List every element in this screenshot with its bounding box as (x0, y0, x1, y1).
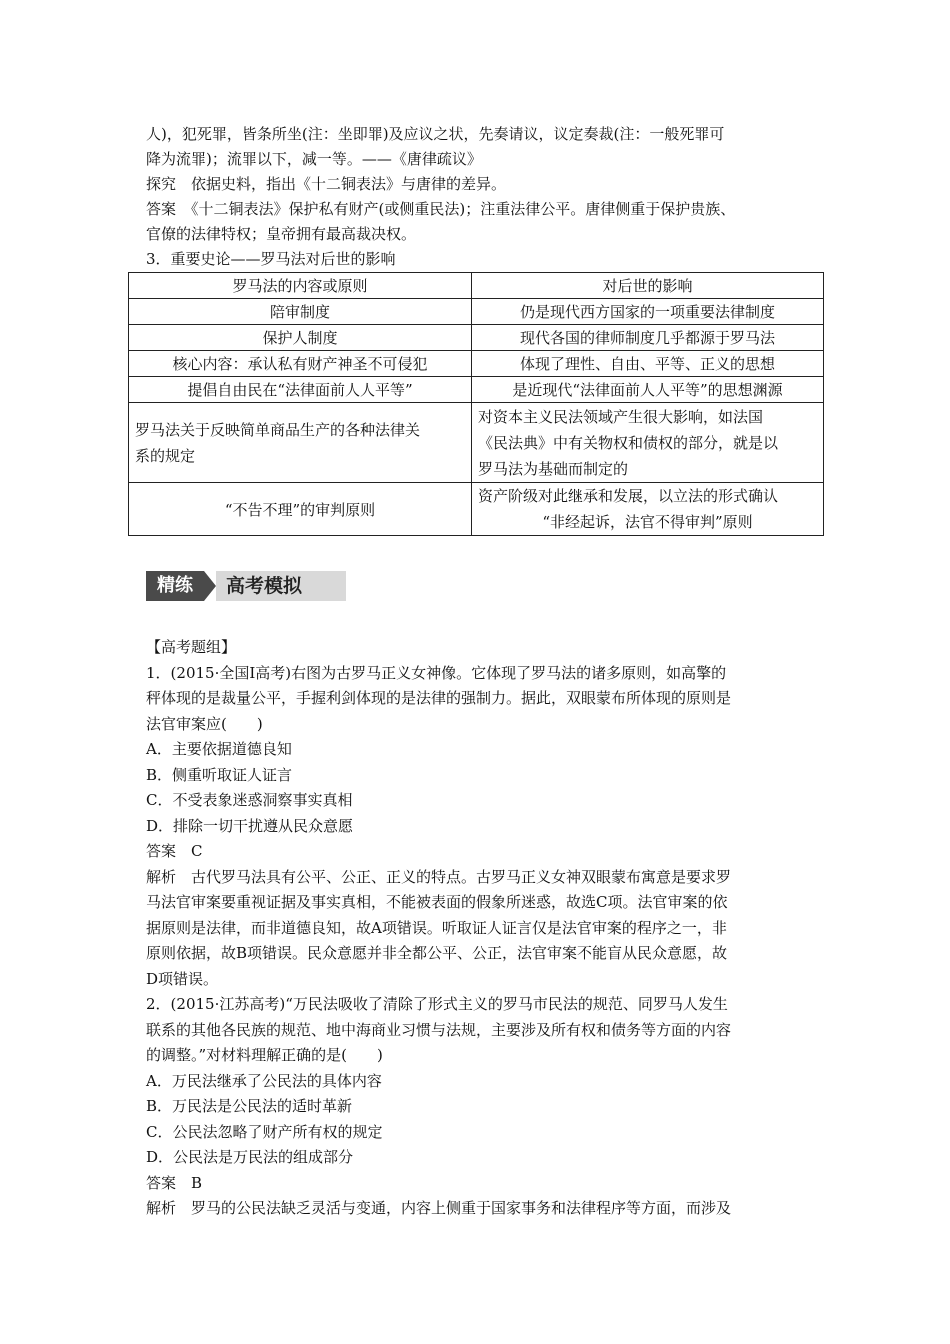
table-header-cell: 对后世的影响 (472, 273, 824, 299)
intro-line: 探究 依据史料，指出《十二铜表法》与唐律的差异。 (146, 175, 507, 193)
intro-line: 3．重要史论——罗马法对后世的影响 (146, 250, 396, 268)
cell-line: “非经起诉，法官不得审判”原则 (542, 513, 753, 531)
exam-line: D项错误。 (146, 969, 219, 988)
exam-line: 2．(2015·江苏高考)“万民法吸收了清除了形式主义的罗马市民法的规范、同罗马人发生 (146, 995, 728, 1013)
table-row (129, 325, 824, 351)
table-cell (472, 403, 824, 483)
banner-arrow-icon (204, 571, 216, 601)
exam-line: 秤体现的是裁量公平，手握利剑体现的是法律的强制力。据此，双眼蒙布所体现的原则是 (146, 689, 732, 707)
intro-line: 答案 《十二铜表法》保护私有财产(或侧重民法)；注重法律公平。唐律侧重于保护贵族、 (146, 200, 736, 218)
intro-line: 官僚的法律特权；皇帝拥有最高裁决权。 (146, 225, 417, 243)
table-row (129, 299, 824, 325)
exam-line: C．公民法忽略了财产所有权的规定 (146, 1122, 383, 1141)
banner-title: 高考模拟 (216, 571, 346, 601)
table-header-cell: 罗马法的内容或原则 (129, 273, 472, 299)
exam-line: 答案 C (146, 842, 203, 860)
cell-line: 系的规定 (135, 446, 196, 465)
exam-line: 的调整。”对材料理解正确的是( ) (146, 1046, 383, 1064)
table-cell (129, 403, 472, 483)
exam-line: 联系的其他各民族的规范、地中海商业习惯与法规，主要涉及所有权和债务等方面的内容 (146, 1020, 732, 1039)
roman-law-table (128, 272, 824, 536)
exam-line: B．侧重听取证人证言 (146, 765, 293, 784)
exam-line: 法官审案应( ) (146, 714, 263, 733)
cell-line: 罗马法为基础而制定的 (478, 459, 629, 478)
table-header-row (129, 273, 824, 299)
table-cell: 陪审制度 (129, 299, 472, 325)
banner-tag: 精练 (146, 571, 204, 601)
exam-line: 据原则是法律，而非道德良知，故A项错误。听取证人证言仅是法官审案的程序之一，非 (146, 918, 727, 937)
table-row (129, 403, 824, 483)
exam-line: D．公民法是万民法的组成部分 (146, 1148, 354, 1166)
section-banner (146, 571, 346, 601)
cell-line: 罗马法关于反映简单商品生产的各种法律关 (135, 420, 421, 439)
exam-line: 1．(2015·全国Ⅰ高考)右图为古罗马正义女神像。它体现了罗马法的诸多原则，如高擎的 (146, 663, 727, 682)
intro-line: 人)，犯死罪，皆条所坐(注：坐即罪)及应议之状，先奏请议，议定奏裁(注：一般死罪可 (146, 125, 725, 143)
exam-section (146, 635, 814, 1222)
exam-line: 解析 罗马的公民法缺乏灵活与变通，内容上侧重于国家事务和法律程序等方面，而涉及 (146, 1199, 732, 1217)
intro-section (146, 122, 814, 272)
intro-line: 降为流罪)；流罪以下，减一等。——《唐律疏议》 (146, 150, 482, 168)
table-cell: 保护人制度 (129, 325, 472, 351)
table-cell: 提倡自由民在“法律面前人人平等” (129, 377, 472, 403)
table-cell: 仍是现代西方国家的一项重要法律制度 (472, 299, 824, 325)
exam-line: A．主要依据道德良知 (146, 740, 292, 758)
table-row (129, 377, 824, 403)
table-cell: 体现了理性、自由、平等、正义的思想 (472, 351, 824, 377)
table-cell: “不告不理”的审判原则 (129, 483, 472, 536)
exam-line: 解析 古代罗马法具有公平、公正、正义的特点。古罗马正义女神双眼蒙布寓意是要求罗 (146, 867, 732, 886)
table-row (129, 483, 824, 536)
cell-line: 资产阶级对此继承和发展，以立法的形式确认 (478, 487, 779, 505)
exam-line: A．万民法继承了公民法的具体内容 (146, 1071, 382, 1090)
table-cell: 是近现代“法律面前人人平等”的思想渊源 (472, 377, 824, 403)
table-row (129, 351, 824, 377)
table-cell: 核心内容：承认私有财产神圣不可侵犯 (129, 351, 472, 377)
exam-line: C．不受表象迷惑洞察事实真相 (146, 791, 353, 809)
exam-line: 原则依据，故B项错误。民众意愿并非全都公平、公正，法官审案不能盲从民众意愿，故 (146, 944, 728, 962)
cell-line: 《民法典》中有关物权和债权的部分，就是以 (478, 433, 779, 452)
exam-line: D．排除一切干扰遵从民众意愿 (146, 816, 354, 835)
exam-line: 答案 B (146, 1173, 203, 1192)
exam-line: 马法官审案要重视证据及事实真相，不能被表面的假象所迷惑，故选C项。法官审案的依 (146, 893, 728, 911)
exam-line: 【高考题组】 (146, 638, 237, 656)
table-cell: 现代各国的律师制度几乎都源于罗马法 (472, 325, 824, 351)
table-cell (472, 483, 824, 536)
cell-line: 对资本主义民法领域产生很大影响，如法国 (478, 407, 764, 426)
exam-line: B．万民法是公民法的适时革新 (146, 1097, 353, 1115)
